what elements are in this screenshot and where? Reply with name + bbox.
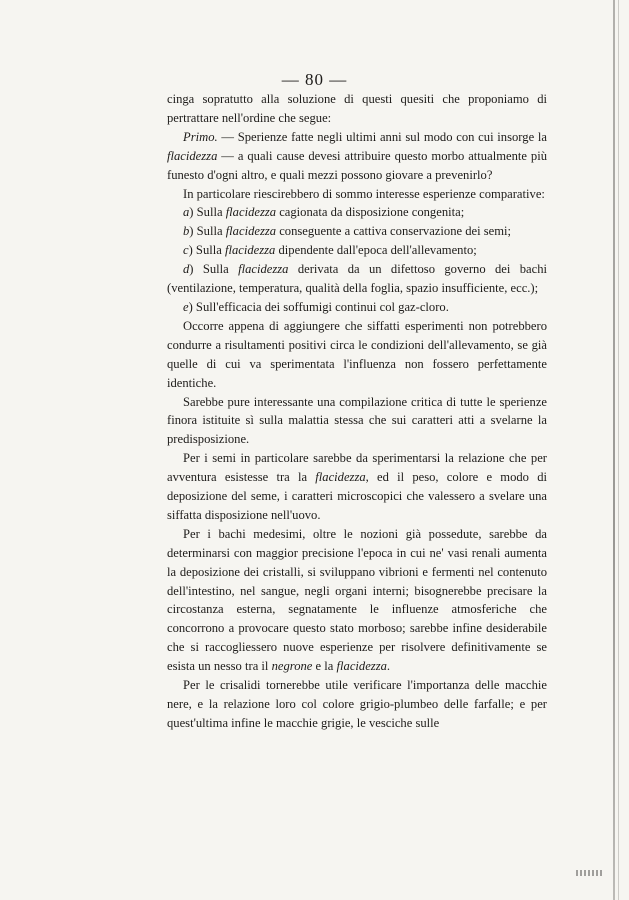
paragraph: [167, 90, 547, 128]
paragraph: [167, 203, 547, 222]
text-run: ) Sulla: [189, 262, 239, 277]
italic-text: c: [183, 243, 189, 258]
italic-text: e: [183, 299, 189, 314]
text-run: Per le crisalidi tornerebbe utile verificare l'importanza delle macchie nere, e la relazione loro col colore grigio-plumbeo delle farfalle; e per quest'ultima infine le macchie grigie, le vesciche sulle: [167, 678, 547, 730]
page-binding-edge-shadow: [618, 0, 619, 900]
paragraph: [167, 185, 547, 204]
paragraph: [167, 449, 547, 525]
text-run: — Sperienze fatte negli ultimi anni sul modo con cui insorge la: [217, 129, 547, 144]
text-run: ) Sull'efficacia dei soffumigi continui col gaz-cloro.: [188, 299, 449, 314]
text-run: cagionata da disposizione congenita;: [276, 205, 465, 220]
body-text: [167, 90, 547, 733]
text-run: Occorre appena di aggiungere che siffatti esperimenti non potrebbero condurre a risultamenti positivi circa le condizioni dell'allevamento, se già quelle di cui va sperimentata l'influenza non fossero perfettamente identiche.: [167, 318, 547, 390]
text-run: e la: [312, 659, 337, 674]
italic-text: flacidezza: [225, 205, 277, 220]
italic-text: flacidezza: [225, 224, 277, 239]
text-run: conseguente a cattiva conservazione dei semi;: [276, 224, 512, 239]
paragraph: [167, 241, 547, 260]
text-run: dipendente dall'epoca dell'allevamento;: [275, 243, 477, 258]
italic-text: a: [183, 205, 190, 220]
italic-text: flacidezza: [224, 243, 276, 258]
text-run: ) Sulla: [188, 243, 225, 258]
paragraph: [167, 222, 547, 241]
italic-text: flacidezza: [238, 262, 289, 277]
paragraph: [167, 676, 547, 733]
text-run: — a quali cause devesi attribuire questo morbo attualmente più funesto d'ogni altro, e quali mezzi possono giovare a prevenirlo?: [167, 148, 547, 182]
paragraph: [167, 317, 547, 393]
text-run: Per i semi in particolare sarebbe da sperimentarsi la relazione che per avventura esistesse tra la: [167, 451, 547, 485]
text-run: , ed il peso, colore e modo di deposizione del seme, i caratteri microscopici che valessero a svelare una siffatta disposizione nell'uovo.: [167, 470, 547, 522]
italic-text: b: [183, 224, 190, 239]
text-run: ) Sulla: [189, 205, 226, 220]
italic-text: flacidezza: [336, 659, 387, 674]
text-run: .: [386, 659, 391, 674]
italic-text: flacidezza: [167, 148, 218, 163]
paragraph: [167, 525, 547, 676]
text-run: cinga sopratutto alla soluzione di questi quesiti che proponiamo di pertrattare nell'ordine che segue:: [167, 92, 547, 125]
paragraph: [167, 298, 547, 317]
page-binding-edge: [613, 0, 615, 900]
italic-text: flacidezza: [315, 470, 366, 485]
text-run: Sarebbe pure interessante una compilazione critica di tutte le sperienze finora istituite sì sulla malattia stessa che sui caratteri atti a svelarne la predisposizione.: [167, 394, 547, 447]
paragraph: [167, 260, 547, 298]
paragraph: [167, 128, 547, 185]
text-run: ) Sulla: [189, 224, 226, 239]
italic-text: d: [183, 262, 190, 277]
text-run: In particolare riescirebbero di sommo interesse esperienze comparative:: [183, 186, 545, 201]
italic-text: negrone: [271, 659, 313, 674]
text-run: Per i bachi medesimi, oltre le nozioni già possedute, sarebbe da determinarsi con maggior precisione l'epoca in cui ne' vasi renali aumenta la deposizione dei cristalli, si sviluppano vibrioni e fermenti nel contenuto dell'intestino, nel sangue, negli organi interni; bisognerebbe precisare la circostanza esterna, segnatamente le influenze atmosferiche che concorrono a provocare questo stato morboso; sarebbe infine desiderabile che si raccogliessero nuove esperienze per risolvere definitivamente se esista un nesso tra il: [167, 526, 547, 674]
paragraph: [167, 393, 547, 450]
italic-text: Primo.: [183, 129, 218, 144]
scan-artifact: [576, 870, 604, 876]
page-number: — 80 —: [281, 70, 348, 89]
text-run: derivata da un difettoso governo dei bachi (ventilazione, temperatura, qualità della foglia, spazio insufficiente, ecc.);: [167, 262, 547, 296]
